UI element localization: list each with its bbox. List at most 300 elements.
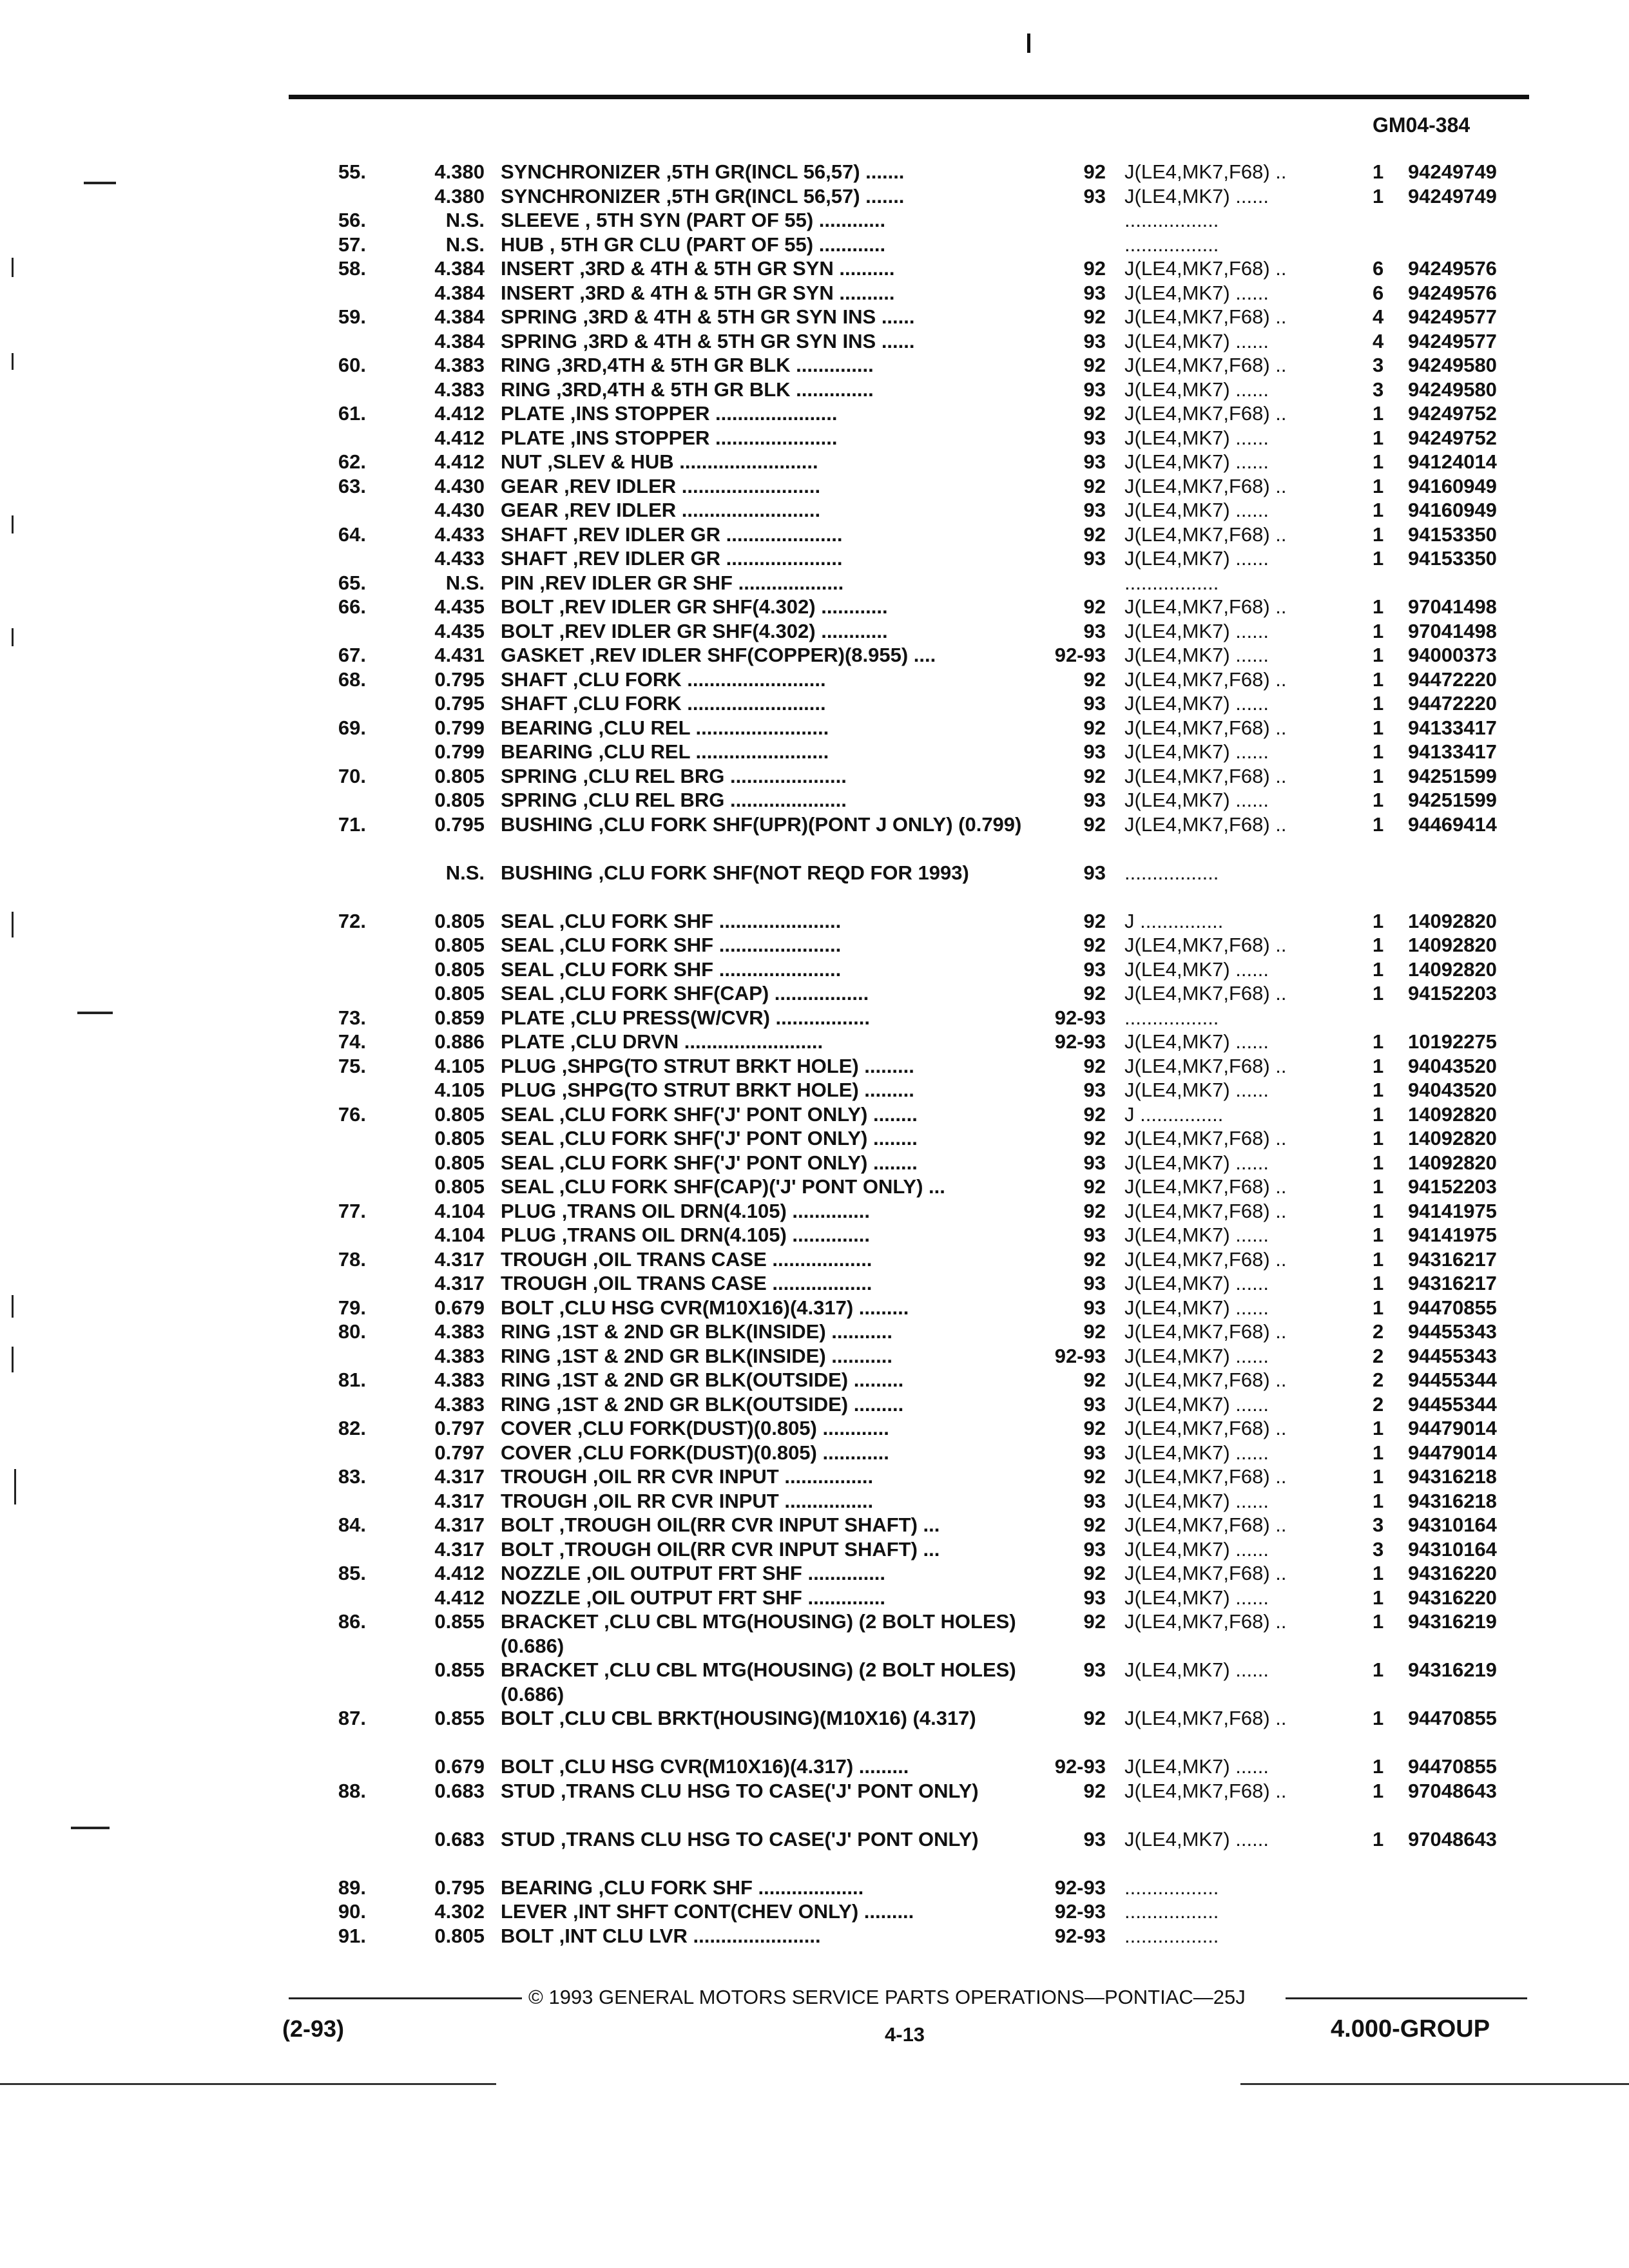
part-description: STUD ,TRANS CLU HSG TO CASE('J' PONT ONLY) bbox=[501, 1779, 979, 1802]
model-year: 92 bbox=[1083, 1369, 1106, 1391]
model-year: 92 bbox=[1083, 1102, 1106, 1126]
table-row bbox=[0, 1876, 1629, 1900]
part-description: NUT ,SLEV & HUB ......................... bbox=[501, 450, 818, 473]
model-usage: ................. bbox=[1124, 861, 1219, 884]
part-description: BEARING ,CLU REL ........................ bbox=[501, 740, 829, 763]
table-row bbox=[0, 208, 1629, 233]
quantity: 4 bbox=[1373, 305, 1384, 328]
quantity: 1 bbox=[1373, 1272, 1384, 1294]
ref-number: 62. bbox=[338, 450, 366, 473]
model-year: 92 bbox=[1083, 257, 1106, 280]
model-usage: J(LE4,MK7,F68) .. bbox=[1124, 812, 1287, 836]
ref-number: 79. bbox=[338, 1296, 366, 1319]
model-usage: ................. bbox=[1124, 1924, 1219, 1947]
part-number: 94249576 bbox=[1408, 257, 1497, 280]
ref-number: 73. bbox=[338, 1006, 366, 1029]
model-year: 93 bbox=[1083, 547, 1106, 570]
part-number: 94316220 bbox=[1408, 1562, 1497, 1584]
table-row bbox=[0, 1151, 1629, 1175]
model-usage: J(LE4,MK7) ...... bbox=[1124, 1658, 1269, 1681]
model-usage: J(LE4,MK7) ...... bbox=[1124, 1079, 1269, 1101]
quantity: 2 bbox=[1373, 1320, 1384, 1343]
model-usage: J(LE4,MK7) ...... bbox=[1124, 499, 1269, 521]
quantity: 1 bbox=[1373, 1827, 1384, 1850]
model-year: 92 bbox=[1083, 595, 1106, 618]
part-description: BOLT ,TROUGH OIL(RR CVR INPUT SHAFT) ... bbox=[501, 1514, 940, 1536]
part-description: BOLT ,CLU CBL BRKT(HOUSING)(M10X16) (4.317) bbox=[501, 1707, 976, 1729]
group-code: 0.795 bbox=[434, 1876, 485, 1899]
ref-number: 61. bbox=[338, 402, 366, 425]
part-number: 94455343 bbox=[1408, 1344, 1497, 1367]
table-row bbox=[0, 233, 1629, 257]
part-number: 94479014 bbox=[1408, 1441, 1497, 1464]
table-row bbox=[0, 1489, 1629, 1514]
quantity: 1 bbox=[1373, 160, 1384, 183]
model-usage: J(LE4,MK7,F68) .. bbox=[1124, 1127, 1287, 1149]
part-number: 94455344 bbox=[1408, 1392, 1497, 1416]
model-year: 93 bbox=[1083, 378, 1106, 401]
ref-number: 88. bbox=[338, 1779, 366, 1802]
model-usage: J(LE4,MK7,F68) .. bbox=[1124, 1610, 1287, 1633]
part-description: GEAR ,REV IDLER ......................... bbox=[501, 499, 821, 521]
part-description: RING ,1ST & 2ND GR BLK(OUTSIDE) ......... bbox=[501, 1392, 904, 1416]
model-year: 92 bbox=[1083, 1465, 1106, 1488]
ref-number: 80. bbox=[338, 1320, 366, 1343]
model-usage: ................. bbox=[1124, 233, 1219, 256]
model-year: 92-93 bbox=[1054, 1006, 1106, 1029]
part-description: GASKET ,REV IDLER SHF(COPPER)(8.955) .... bbox=[501, 644, 936, 666]
ref-number: 70. bbox=[338, 764, 366, 787]
group-code: 4.431 bbox=[434, 644, 485, 666]
ref-number: 81. bbox=[338, 1369, 366, 1391]
part-number: 94469414 bbox=[1408, 812, 1497, 836]
table-row bbox=[0, 764, 1629, 789]
model-usage: J ............... bbox=[1124, 1102, 1224, 1126]
part-number: 94249749 bbox=[1408, 184, 1497, 207]
part-number: 94251599 bbox=[1408, 789, 1497, 811]
part-description: SEAL ,CLU FORK SHF ...................... bbox=[501, 957, 842, 981]
quantity: 1 bbox=[1373, 426, 1384, 449]
model-usage: J(LE4,MK7,F68) .. bbox=[1124, 305, 1287, 328]
part-description: RING ,3RD,4TH & 5TH GR BLK .............. bbox=[501, 354, 874, 376]
table-row bbox=[0, 1658, 1629, 1706]
model-usage: J(LE4,MK7,F68) .. bbox=[1124, 354, 1287, 376]
bottom-rule-right bbox=[1240, 2083, 1629, 2085]
model-year: 93 bbox=[1083, 789, 1106, 811]
model-usage: J(LE4,MK7) ...... bbox=[1124, 450, 1269, 473]
group-code: 4.317 bbox=[434, 1247, 485, 1271]
model-year: 93 bbox=[1083, 1658, 1106, 1681]
part-number: 94249580 bbox=[1408, 378, 1497, 401]
quantity: 1 bbox=[1373, 1224, 1384, 1246]
model-year: 92 bbox=[1083, 1054, 1106, 1077]
part-number: 94141975 bbox=[1408, 1199, 1497, 1222]
part-description: NOZZLE ,OIL OUTPUT FRT SHF .............. bbox=[501, 1586, 886, 1609]
ref-number: 84. bbox=[338, 1514, 366, 1536]
group-code: 0.886 bbox=[434, 1030, 485, 1053]
group-code: 4.435 bbox=[434, 619, 485, 642]
part-number: 94316218 bbox=[1408, 1465, 1497, 1488]
part-description: SEAL ,CLU FORK SHF('J' PONT ONLY) ........ bbox=[501, 1151, 918, 1174]
part-number: 14092820 bbox=[1408, 909, 1497, 932]
quantity: 1 bbox=[1373, 1199, 1384, 1222]
model-usage: J(LE4,MK7) ...... bbox=[1124, 789, 1269, 811]
group-code: 0.805 bbox=[434, 789, 485, 811]
group-code: 0.859 bbox=[434, 1006, 485, 1029]
quantity: 1 bbox=[1373, 1054, 1384, 1077]
table-row bbox=[0, 1416, 1629, 1441]
group-code: 0.797 bbox=[434, 1417, 485, 1439]
date-code: (2-93) bbox=[282, 2015, 345, 2042]
group-code: 4.383 bbox=[434, 1392, 485, 1416]
part-description: BOLT ,REV IDLER GR SHF(4.302) ............ bbox=[501, 619, 888, 642]
ref-number: 59. bbox=[338, 305, 366, 328]
part-description: SEAL ,CLU FORK SHF('J' PONT ONLY) ........ bbox=[501, 1127, 918, 1149]
model-year: 93 bbox=[1083, 1392, 1106, 1416]
group-code: 4.104 bbox=[434, 1199, 485, 1222]
model-year: 92 bbox=[1083, 402, 1106, 425]
group-code: 4.317 bbox=[434, 1537, 485, 1561]
model-year: 92 bbox=[1083, 1127, 1106, 1149]
table-row bbox=[0, 256, 1629, 281]
table-row bbox=[0, 1102, 1629, 1127]
part-number: 94133417 bbox=[1408, 740, 1497, 763]
table-row bbox=[0, 546, 1629, 571]
model-usage: J(LE4,MK7,F68) .. bbox=[1124, 1175, 1287, 1198]
part-description: INSERT ,3RD & 4TH & 5TH GR SYN .......... bbox=[501, 281, 895, 304]
model-usage: J(LE4,MK7,F68) .. bbox=[1124, 1199, 1287, 1222]
group-code: 4.433 bbox=[434, 523, 485, 546]
model-usage: J(LE4,MK7,F68) .. bbox=[1124, 1707, 1287, 1729]
table-row bbox=[0, 1706, 1629, 1754]
group-label: 4.000-GROUP bbox=[1331, 2015, 1490, 2042]
table-row bbox=[0, 498, 1629, 523]
table-row bbox=[0, 1175, 1629, 1199]
model-year: 92 bbox=[1083, 1175, 1106, 1198]
group-code: 0.805 bbox=[434, 1175, 485, 1198]
quantity: 1 bbox=[1373, 547, 1384, 570]
group-code: 0.805 bbox=[434, 982, 485, 1004]
model-usage: J(LE4,MK7) ...... bbox=[1124, 1151, 1269, 1174]
model-usage: J(LE4,MK7,F68) .. bbox=[1124, 934, 1287, 956]
group-code: 4.412 bbox=[434, 426, 485, 449]
part-number: 94153350 bbox=[1408, 523, 1497, 546]
model-year: 93 bbox=[1083, 861, 1106, 884]
model-usage: ................. bbox=[1124, 1900, 1219, 1923]
quantity: 4 bbox=[1373, 329, 1384, 352]
table-row bbox=[0, 1368, 1629, 1392]
table-row bbox=[0, 1126, 1629, 1151]
part-description: SPRING ,CLU REL BRG ..................... bbox=[501, 764, 847, 787]
model-year: 93 bbox=[1083, 692, 1106, 715]
quantity: 1 bbox=[1373, 184, 1384, 207]
part-number: 14092820 bbox=[1408, 934, 1497, 956]
part-number: 94249577 bbox=[1408, 305, 1497, 328]
quantity: 1 bbox=[1373, 402, 1384, 425]
part-number: 94133417 bbox=[1408, 716, 1497, 739]
group-code: 0.855 bbox=[434, 1610, 485, 1633]
table-row bbox=[0, 1247, 1629, 1272]
part-description: SEAL ,CLU FORK SHF ...................... bbox=[501, 934, 842, 956]
quantity: 1 bbox=[1373, 716, 1384, 739]
table-row bbox=[0, 788, 1629, 812]
quantity: 1 bbox=[1373, 450, 1384, 473]
part-number: 14092820 bbox=[1408, 1102, 1497, 1126]
header-rule bbox=[289, 95, 1529, 99]
part-description: RING ,3RD,4TH & 5TH GR BLK .............. bbox=[501, 378, 874, 401]
part-number: 14092820 bbox=[1408, 1151, 1497, 1174]
model-usage: J(LE4,MK7,F68) .. bbox=[1124, 716, 1287, 739]
part-description: PLATE ,CLU PRESS(W/CVR) ................. bbox=[501, 1006, 870, 1029]
model-usage: J(LE4,MK7,F68) .. bbox=[1124, 257, 1287, 280]
model-year: 92 bbox=[1083, 474, 1106, 497]
ref-number: 90. bbox=[338, 1900, 366, 1923]
part-number: 94472220 bbox=[1408, 668, 1497, 691]
table-row bbox=[0, 1561, 1629, 1586]
part-number: 97041498 bbox=[1408, 595, 1497, 618]
ref-number: 67. bbox=[338, 644, 366, 666]
model-usage: J(LE4,MK7,F68) .. bbox=[1124, 1054, 1287, 1077]
table-row bbox=[0, 329, 1629, 354]
model-usage: J(LE4,MK7) ...... bbox=[1124, 1392, 1269, 1416]
model-usage: J(LE4,MK7) ...... bbox=[1124, 1755, 1269, 1778]
quantity: 1 bbox=[1373, 764, 1384, 787]
group-code: 4.384 bbox=[434, 329, 485, 352]
ref-number: 64. bbox=[338, 523, 366, 546]
group-code: 0.795 bbox=[434, 812, 485, 836]
model-year: 93 bbox=[1083, 1224, 1106, 1246]
part-description: BOLT ,REV IDLER GR SHF(4.302) ............ bbox=[501, 595, 888, 618]
part-number: 94152203 bbox=[1408, 982, 1497, 1004]
part-description: SLEEVE , 5TH SYN (PART OF 55) ............ bbox=[501, 209, 886, 231]
group-code: 4.412 bbox=[434, 450, 485, 473]
part-number: 94152203 bbox=[1408, 1175, 1497, 1198]
table-row bbox=[0, 1899, 1629, 1924]
part-description: SHAFT ,REV IDLER GR ..................... bbox=[501, 523, 843, 546]
model-usage: J(LE4,MK7,F68) .. bbox=[1124, 1779, 1287, 1802]
table-row bbox=[0, 1537, 1629, 1562]
part-description: BRACKET ,CLU CBL MTG(HOUSING) (2 BOLT HOLES)(0.686) bbox=[501, 1658, 1016, 1706]
model-usage: J(LE4,MK7,F68) .. bbox=[1124, 764, 1287, 787]
part-number: 94472220 bbox=[1408, 692, 1497, 715]
model-year: 92-93 bbox=[1054, 1924, 1106, 1947]
ref-number: 57. bbox=[338, 233, 366, 256]
top-center-mark bbox=[1027, 34, 1030, 53]
table-row bbox=[0, 861, 1629, 909]
ref-number: 60. bbox=[338, 354, 366, 376]
part-number: 94479014 bbox=[1408, 1417, 1497, 1439]
part-description: RING ,1ST & 2ND GR BLK(INSIDE) ........... bbox=[501, 1320, 892, 1343]
table-row bbox=[0, 401, 1629, 426]
table-row bbox=[0, 305, 1629, 329]
group-code: 4.317 bbox=[434, 1272, 485, 1294]
group-code: 0.805 bbox=[434, 909, 485, 932]
quantity: 1 bbox=[1373, 740, 1384, 763]
quantity: 1 bbox=[1373, 1489, 1384, 1512]
quantity: 1 bbox=[1373, 1030, 1384, 1053]
quantity: 1 bbox=[1373, 1079, 1384, 1101]
model-usage: J(LE4,MK7) ...... bbox=[1124, 281, 1269, 304]
group-code: 0.805 bbox=[434, 764, 485, 787]
ref-number: 89. bbox=[338, 1876, 366, 1899]
model-year: 93 bbox=[1083, 1272, 1106, 1294]
group-code: 0.855 bbox=[434, 1707, 485, 1729]
footer-rule-left bbox=[289, 1997, 522, 1999]
group-code: 4.383 bbox=[434, 1369, 485, 1391]
model-usage: J(LE4,MK7) ...... bbox=[1124, 1224, 1269, 1246]
model-year: 92 bbox=[1083, 764, 1106, 787]
quantity: 1 bbox=[1373, 1755, 1384, 1778]
model-year: 93 bbox=[1083, 1586, 1106, 1609]
part-description: COVER ,CLU FORK(DUST)(0.805) ............ bbox=[501, 1417, 889, 1439]
ref-number: 72. bbox=[338, 909, 366, 932]
quantity: 2 bbox=[1373, 1392, 1384, 1416]
model-usage: J(LE4,MK7) ...... bbox=[1124, 184, 1269, 207]
part-description: TROUGH ,OIL TRANS CASE .................. bbox=[501, 1272, 872, 1294]
part-number: 94316219 bbox=[1408, 1610, 1497, 1633]
group-code: 4.430 bbox=[434, 474, 485, 497]
model-year: 93 bbox=[1083, 1827, 1106, 1850]
model-year: 92 bbox=[1083, 1562, 1106, 1584]
part-description: PLUG ,TRANS OIL DRN(4.105) .............. bbox=[501, 1224, 871, 1246]
part-description: PLUG ,SHPG(TO STRUT BRKT HOLE) ......... bbox=[501, 1054, 914, 1077]
group-code: 0.795 bbox=[434, 668, 485, 691]
part-description: PIN ,REV IDLER GR SHF ................... bbox=[501, 571, 844, 594]
quantity: 1 bbox=[1373, 499, 1384, 521]
quantity: 1 bbox=[1373, 1562, 1384, 1584]
model-usage: J(LE4,MK7,F68) .. bbox=[1124, 1320, 1287, 1343]
part-number: 94316220 bbox=[1408, 1586, 1497, 1609]
table-row bbox=[0, 426, 1629, 450]
table-row bbox=[0, 1078, 1629, 1102]
ref-number: 63. bbox=[338, 474, 366, 497]
copyright-notice: © 1993 GENERAL MOTORS SERVICE PARTS OPERATIONS—PONTIAC—25J bbox=[528, 1986, 1246, 2008]
part-number: 94249752 bbox=[1408, 402, 1497, 425]
table-row bbox=[0, 1827, 1629, 1876]
group-code: 4.433 bbox=[434, 547, 485, 570]
model-usage: J(LE4,MK7,F68) .. bbox=[1124, 523, 1287, 546]
model-year: 93 bbox=[1083, 1489, 1106, 1512]
part-description: SPRING ,3RD & 4TH & 5TH GR SYN INS ...... bbox=[501, 329, 915, 352]
group-code: 4.302 bbox=[434, 1900, 485, 1923]
part-description: SHAFT ,REV IDLER GR ..................... bbox=[501, 547, 843, 570]
part-number: 94160949 bbox=[1408, 499, 1497, 521]
model-usage: J(LE4,MK7) ...... bbox=[1124, 547, 1269, 570]
part-description: TROUGH ,OIL RR CVR INPUT ................ bbox=[501, 1465, 874, 1488]
quantity: 2 bbox=[1373, 1344, 1384, 1367]
ref-number: 75. bbox=[338, 1054, 366, 1077]
quantity: 1 bbox=[1373, 1441, 1384, 1464]
ref-number: 78. bbox=[338, 1247, 366, 1271]
model-usage: J(LE4,MK7,F68) .. bbox=[1124, 1465, 1287, 1488]
group-code: 4.435 bbox=[434, 595, 485, 618]
table-row bbox=[0, 1465, 1629, 1489]
group-code: 4.317 bbox=[434, 1489, 485, 1512]
part-number: 94310164 bbox=[1408, 1514, 1497, 1536]
group-code: N.S. bbox=[445, 233, 485, 256]
table-row bbox=[0, 1779, 1629, 1827]
part-description: PLUG ,TRANS OIL DRN(4.105) .............. bbox=[501, 1199, 871, 1222]
group-code: 0.683 bbox=[434, 1827, 485, 1850]
ref-number: 91. bbox=[338, 1924, 366, 1947]
part-description: BUSHING ,CLU FORK SHF(UPR)(PONT J ONLY) (0.799) bbox=[501, 812, 1022, 836]
model-year: 93 bbox=[1083, 426, 1106, 449]
group-code: N.S. bbox=[445, 209, 485, 231]
part-description: TROUGH ,OIL RR CVR INPUT ................ bbox=[501, 1489, 874, 1512]
model-usage: J(LE4,MK7) ...... bbox=[1124, 619, 1269, 642]
part-number: 94249749 bbox=[1408, 160, 1497, 183]
group-code: 0.795 bbox=[434, 692, 485, 715]
table-row bbox=[0, 1271, 1629, 1296]
model-year: 92-93 bbox=[1054, 1900, 1106, 1923]
part-number: 94316217 bbox=[1408, 1272, 1497, 1294]
ref-number: 56. bbox=[338, 209, 366, 231]
model-year: 92 bbox=[1083, 1610, 1106, 1633]
table-row bbox=[0, 1296, 1629, 1320]
table-row bbox=[0, 909, 1629, 934]
part-number: 94124014 bbox=[1408, 450, 1497, 473]
quantity: 1 bbox=[1373, 1102, 1384, 1126]
part-description: PLUG ,SHPG(TO STRUT BRKT HOLE) ......... bbox=[501, 1079, 914, 1101]
model-year: 92 bbox=[1083, 812, 1106, 836]
model-year: 92 bbox=[1083, 1199, 1106, 1222]
model-usage: ................. bbox=[1124, 571, 1219, 594]
quantity: 1 bbox=[1373, 1127, 1384, 1149]
table-row bbox=[0, 933, 1629, 957]
part-description: BRACKET ,CLU CBL MTG(HOUSING) (2 BOLT HOLES)(0.686) bbox=[501, 1610, 1016, 1657]
part-description: BOLT ,INT CLU LVR ....................... bbox=[501, 1924, 821, 1947]
model-year: 93 bbox=[1083, 499, 1106, 521]
quantity: 1 bbox=[1373, 1296, 1384, 1319]
part-number: 94316219 bbox=[1408, 1658, 1497, 1681]
group-code: 0.805 bbox=[434, 1127, 485, 1149]
table-row bbox=[0, 184, 1629, 209]
ref-number: 77. bbox=[338, 1199, 366, 1222]
group-code: 0.805 bbox=[434, 934, 485, 956]
part-number: 94043520 bbox=[1408, 1054, 1497, 1077]
model-year: 92-93 bbox=[1054, 1030, 1106, 1053]
part-number: 94160949 bbox=[1408, 474, 1497, 497]
group-code: 0.805 bbox=[434, 1924, 485, 1947]
model-usage: J(LE4,MK7) ...... bbox=[1124, 1537, 1269, 1561]
quantity: 1 bbox=[1373, 789, 1384, 811]
quantity: 1 bbox=[1373, 909, 1384, 932]
part-description: SEAL ,CLU FORK SHF('J' PONT ONLY) ........ bbox=[501, 1102, 918, 1126]
part-description: SYNCHRONIZER ,5TH GR(INCL 56,57) ....... bbox=[501, 160, 905, 183]
ref-number: 69. bbox=[338, 716, 366, 739]
group-code: 4.384 bbox=[434, 257, 485, 280]
model-year: 92 bbox=[1083, 934, 1106, 956]
table-row bbox=[0, 595, 1629, 619]
model-year: 93 bbox=[1083, 1441, 1106, 1464]
part-description: BUSHING ,CLU FORK SHF(NOT REQD FOR 1993) bbox=[501, 861, 969, 884]
ref-number: 58. bbox=[338, 257, 366, 280]
document-code: GM04-384 bbox=[1373, 113, 1470, 137]
model-year: 92 bbox=[1083, 305, 1106, 328]
model-year: 92 bbox=[1083, 716, 1106, 739]
quantity: 1 bbox=[1373, 668, 1384, 691]
model-usage: J(LE4,MK7) ...... bbox=[1124, 1272, 1269, 1294]
table-row bbox=[0, 1344, 1629, 1369]
group-code: 4.384 bbox=[434, 305, 485, 328]
model-year: 93 bbox=[1083, 1079, 1106, 1101]
model-usage: J(LE4,MK7,F68) .. bbox=[1124, 668, 1287, 691]
model-year: 92 bbox=[1083, 668, 1106, 691]
table-row bbox=[0, 691, 1629, 716]
part-description: GEAR ,REV IDLER ......................... bbox=[501, 474, 821, 497]
model-usage: J(LE4,MK7) ...... bbox=[1124, 426, 1269, 449]
table-row bbox=[0, 450, 1629, 474]
